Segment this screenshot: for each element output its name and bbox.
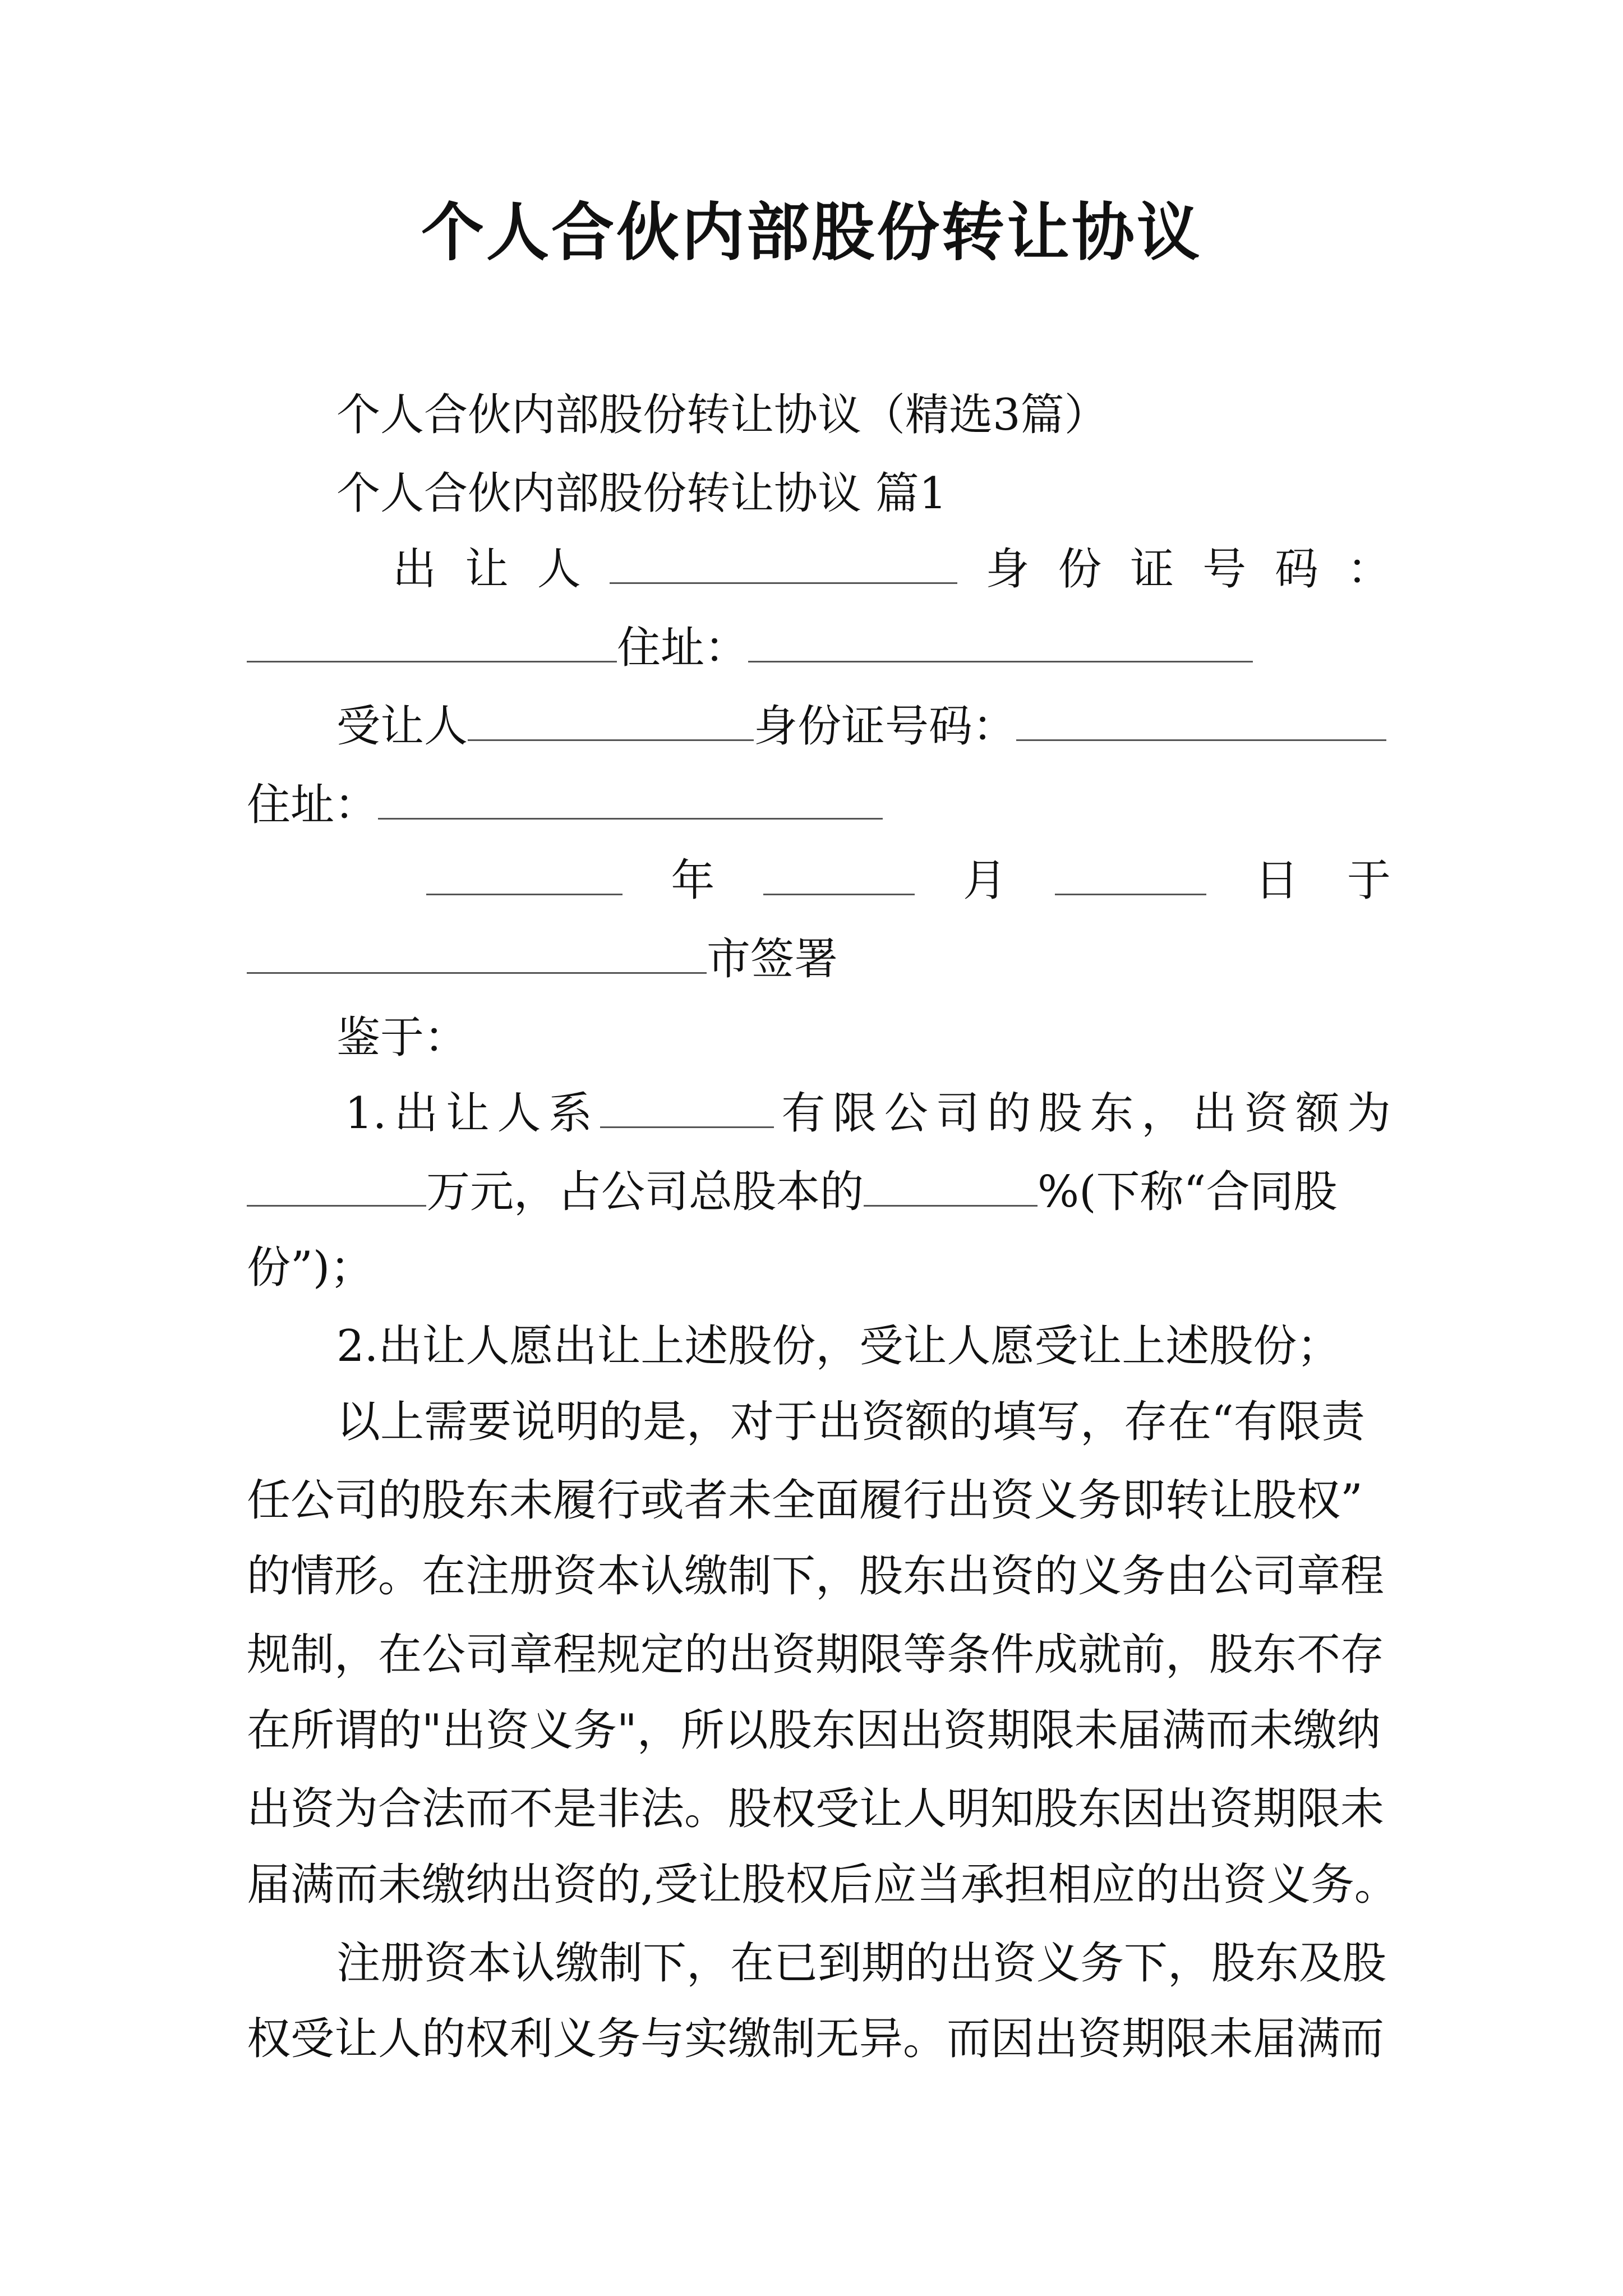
paragraph1-line: 任公司的股东未履行或者未全面履行出资义务即转让股权”: [247, 1475, 1363, 1526]
transferor-name-blank: [610, 543, 957, 584]
clause1-char: 出: [1192, 1088, 1237, 1139]
transferor-id-char: 码: [1274, 544, 1318, 595]
year-blank: [426, 854, 623, 895]
transferor-label-char: 人: [537, 544, 581, 595]
clause1-char: 限: [833, 1088, 877, 1139]
month-blank: [763, 854, 915, 895]
clause1-line3: 份”)；: [247, 1243, 374, 1293]
clause1-char: 出: [394, 1088, 439, 1139]
clause1-char: 司: [935, 1088, 980, 1139]
clause1-char: 让: [445, 1088, 490, 1139]
subtitle: 个人合伙内部股份转让协议（精选3篇）: [336, 390, 1108, 440]
paragraph1-line: 规制，在公司章程规定的出资期限等条件成就前，股东不存: [247, 1630, 1385, 1680]
transferee-id-blank: [1016, 700, 1386, 741]
clause2: 2.出让人愿出让上述股份，受让人愿受让上述股份；: [336, 1321, 1341, 1372]
clause1-line2: [247, 1158, 1391, 1226]
percent-blank: [864, 1166, 1038, 1207]
paragraph1-line: 出资为合法而不是非法。股权受让人明知股东因出资期限未: [247, 1784, 1385, 1834]
clause1-char: ，: [1141, 1088, 1186, 1139]
transferee-id-label: 身份证号码：: [754, 701, 1017, 752]
clause1-line2-b: %(下称“合同股: [1038, 1167, 1338, 1217]
transferor-label-char: 让: [464, 544, 509, 595]
transferee-address-line: [247, 771, 1391, 839]
clause1-char: 东: [1090, 1088, 1134, 1139]
transferor-id-char: ：: [1347, 544, 1391, 595]
clause1-line2-a: 万元，占公司总股本的: [426, 1167, 864, 1217]
company-blank: [600, 1087, 774, 1128]
paragraph1-line: 的情形。在注册资本认缴制下，股东出资的义务由公司章程: [247, 1551, 1385, 1602]
transferee-name-blank: [468, 700, 754, 741]
month-label: 月: [962, 855, 1007, 906]
paragraph1-line: 在所谓的"出资义务"，所以股东因出资期限未届满而未缴纳: [247, 1705, 1381, 1756]
city-sign-label: 市签署: [707, 934, 838, 984]
transferor-id-char: 份: [1058, 544, 1102, 595]
paragraph1-line: 届满而未缴纳出资的,受让股权后应当承担相应的出资义务。: [247, 1860, 1398, 1910]
day-label: 日: [1255, 855, 1299, 906]
clause1-char: 的: [987, 1088, 1031, 1139]
clause1-char: 有: [781, 1088, 826, 1139]
clause1-char: 额: [1295, 1088, 1340, 1139]
clause1-line1: [345, 1080, 1391, 1147]
transferee-address-label: 住址：: [247, 780, 379, 830]
transferor-address-label: 住址：: [617, 623, 749, 673]
at-label: 于: [1347, 855, 1391, 906]
city-line: [247, 926, 1391, 993]
transferee-line: [336, 693, 1391, 760]
transferor-line: [393, 536, 1391, 603]
whereas-label: 鉴于：: [336, 1013, 468, 1063]
transferor-id-char: 证: [1130, 544, 1174, 595]
document-title: 个人合伙内部股份转让协议: [421, 196, 1202, 269]
transferor-id-char: 身: [985, 544, 1030, 595]
transferee-address-blank: [378, 779, 883, 820]
clause1-char: 资: [1244, 1088, 1288, 1139]
transferor-address-blank: [748, 622, 1253, 662]
clause1-char: 股: [1038, 1088, 1082, 1139]
paragraph2-line: 注册资本认缴制下，在已到期的出资义务下，股东及股: [336, 1938, 1387, 1989]
clause1-char: 为: [1347, 1088, 1391, 1139]
clause1-char: 1.: [345, 1088, 387, 1139]
date-line: [426, 847, 1391, 914]
clause1-char: 公: [884, 1088, 928, 1139]
city-blank: [247, 933, 707, 974]
clause1-char: 系: [548, 1088, 593, 1139]
transferor-id-char: 号: [1202, 544, 1247, 595]
clause1-char: 人: [497, 1088, 541, 1139]
paragraph2-line: 权受让人的权利义务与实缴制无异。而因出资期限未届满而: [247, 2014, 1385, 2064]
day-blank: [1055, 854, 1206, 895]
transferor-label-char: 出: [393, 544, 437, 595]
section-heading: 个人合伙内部股份转让协议 篇1: [336, 468, 947, 519]
capital-blank: [247, 1166, 426, 1207]
transferee-label: 受让人: [336, 701, 468, 752]
year-label: 年: [671, 855, 715, 906]
transferor-address-line: [247, 614, 1391, 682]
paragraph1-line: 以上需要说明的是，对于出资额的填写，存在“有限责: [336, 1397, 1365, 1447]
transferor-id-blank: [247, 622, 617, 662]
